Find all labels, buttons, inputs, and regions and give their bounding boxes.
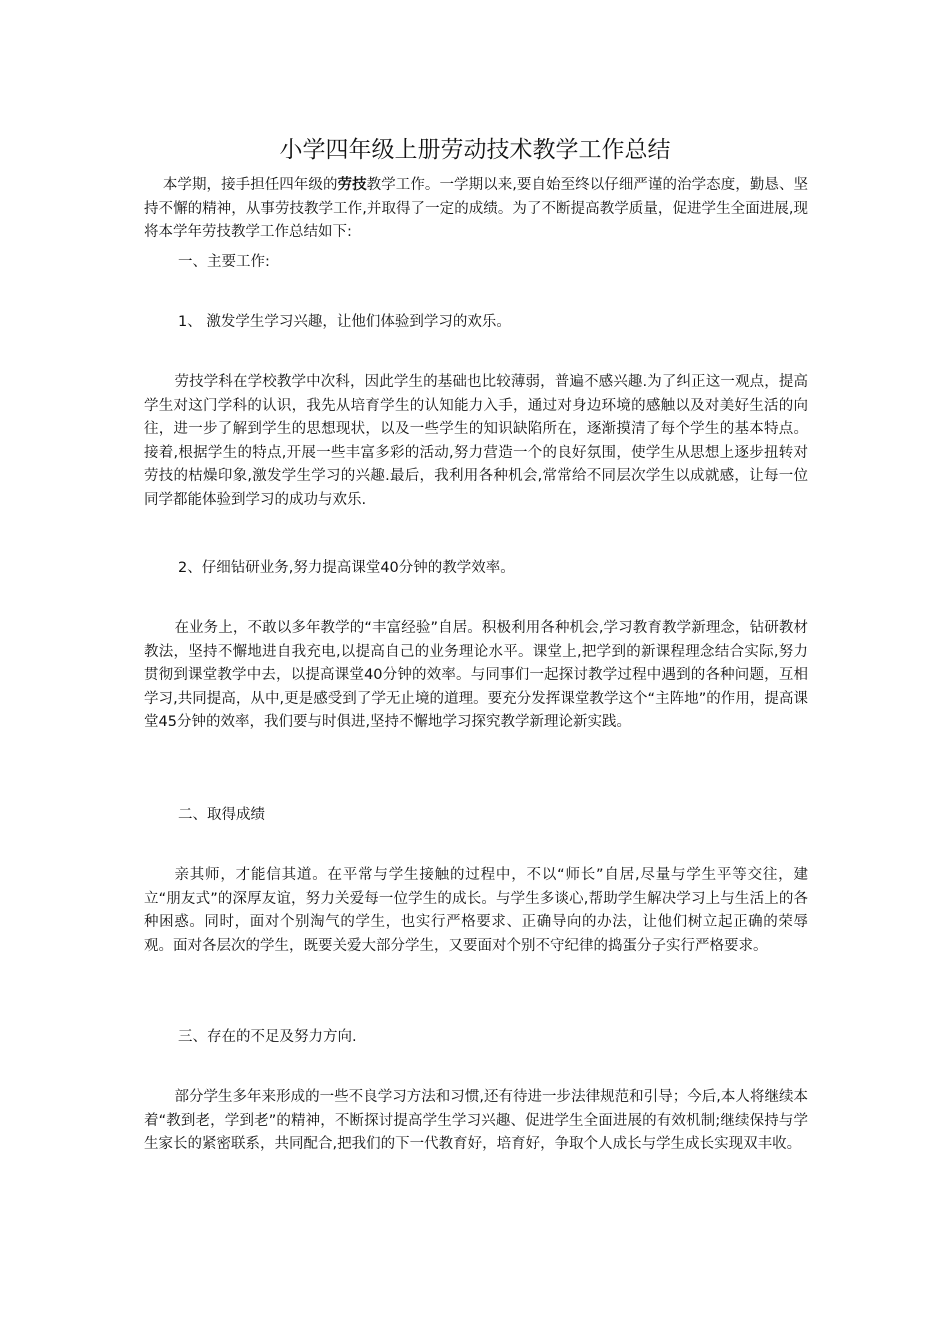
section2-heading: 二、取得成绩 bbox=[178, 807, 265, 823]
intro-text-rest: 教学工作。一学期以来,要自始至终以仔细严谨的治学态度，勤恳、坚持不懈的精神，从事劳技教学工作,并取得了一定的成绩。为了不断提高教学质量，促进学生全面进展,现将本学年劳技教学工作总结如下: bbox=[144, 177, 809, 240]
section1-heading: 一、主要工作: bbox=[178, 254, 270, 270]
intro-paragraph bbox=[144, 174, 808, 245]
intro-text-start: 本学期，接手担任四年级的 bbox=[162, 177, 338, 193]
item2-heading: 2、仔细钻研业务,努力提高课堂40分钟的教学效率。 bbox=[178, 560, 515, 576]
item1-paragraph: 劳技学科在学校教学中次科，因此学生的基础也比较薄弱，普遍不感兴趣.为了纠正这一观点，提高学生对这门学科的认识，我先从培育学生的认知能力入手，通过对身边环境的感触以及对美好生活的向往，进一步了解到学生的思想现状，以及一些学生的知识缺陷所在，逐渐摸清了每个学生的基本特点。接着,根据学生的特点,开展一些丰富多彩的活动,努力营造一个的良好氛围，使学生从思想上逐步扭转对劳技的枯燥印象,激发学生学习的兴趣.最后，我利用各种机会,常常给不同层次学生以成就感，让每一位同学都能体验到学习的成功与欢乐. bbox=[144, 374, 808, 508]
intro-bold-term: 劳技 bbox=[337, 177, 367, 193]
section3-paragraph: 部分学生多年来形成的一些不良学习方法和习惯,还有待进一步法律规范和引导；今后,本人将继续本着“教到老，学到老”的精神，不断探讨提高学生学习兴趣、促进学生全面进展的有效机制;继续保持与学生家长的紧密联系，共同配合,把我们的下一代教育好，培育好，争取个人成长与学生成长实现双丰收。 bbox=[144, 1089, 808, 1152]
document-title: 小学四年级上册劳动技术教学工作总结 bbox=[279, 137, 671, 163]
section3-heading: 三、存在的不足及努力方向. bbox=[178, 1029, 357, 1045]
item2-paragraph: 在业务上，不敢以多年教学的“丰富经验”自居。积极利用各种机会,学习教育教学新理念，钻研教材教法，坚持不懈地进自我充电,以提高自己的业务理论水平。课堂上,把学到的新课程理念结合实际,努力贯彻到课堂教学中去，以提高课堂40分钟的效率。与同事们一起探讨教学过程中遇到的各种问题，互相学习,共同提高，从中,更是感受到了学无止境的道理。要充分发挥课堂教学这个“主阵地”的作用，提高课堂45分钟的效率，我们要与时俱进,坚持不懈地学习探究教学新理论新实践。 bbox=[144, 620, 808, 730]
section2-paragraph: 亲其师，才能信其道。在平常与学生接触的过程中，不以“师长”自居,尽量与学生平等交往，建立“朋友式”的深厚友谊，努力关爱每一位学生的成长。与学生多谈心,帮助学生解决学习上与生活上的各种困惑。同时，面对个别淘气的学生，也实行严格要求、正确导向的办法，让他们树立起正确的荣辱观。面对各层次的学生，既要关爱大部分学生，又要面对个别不守纪律的捣蛋分子实行严格要求。 bbox=[144, 867, 808, 954]
item1-heading: 1、 激发学生学习兴趣，让他们体验到学习的欢乐。 bbox=[178, 314, 511, 330]
